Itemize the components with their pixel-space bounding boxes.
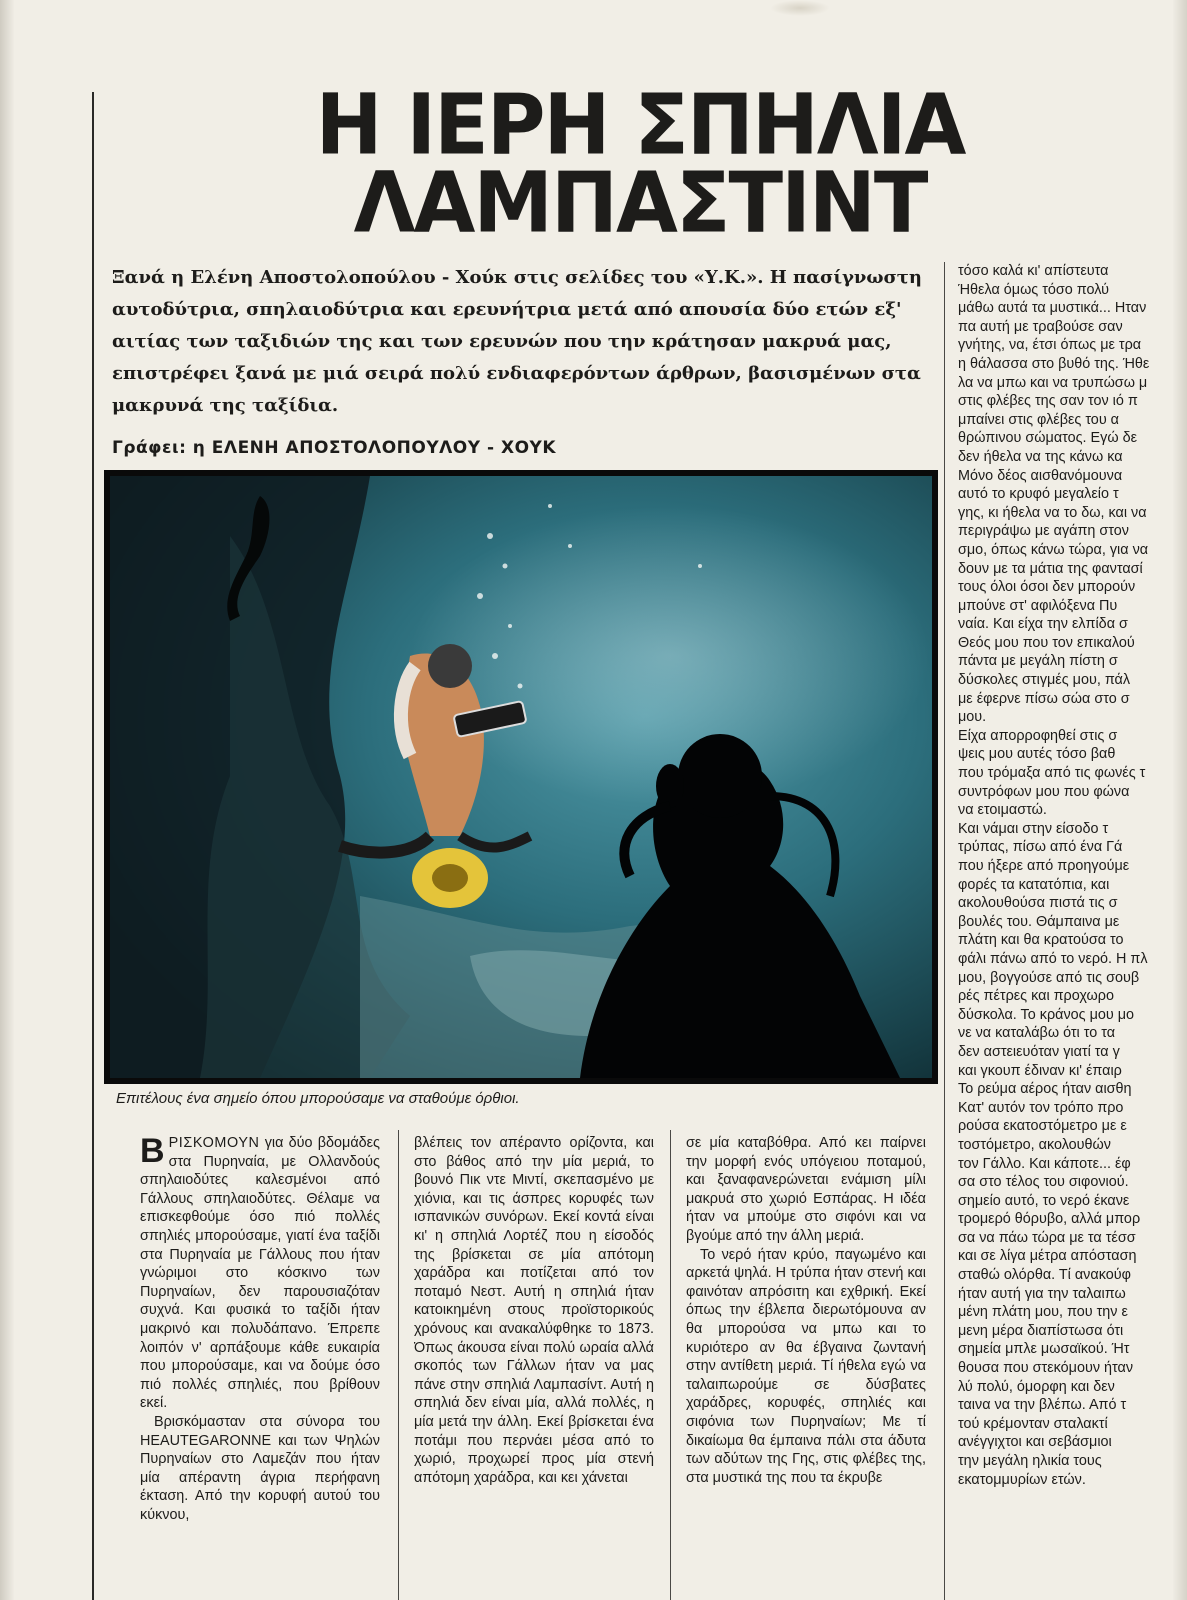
column-line: δεν αστειευόταν γιατί τα γ: [958, 1043, 1120, 1060]
column-line: την μεγάλη ηλικία τους: [958, 1453, 1102, 1469]
column-line: πάντα με μεγάλη πίστη σ: [958, 653, 1118, 670]
column-line: σημεία μπλε μωσαϊκού. Ήτ: [958, 1341, 1130, 1358]
column-line: ανέγγιχτοι και σεβάσμιοι: [958, 1434, 1112, 1451]
column-line: σταθώ ολόρθα. Τί ανακούφ: [958, 1267, 1131, 1284]
column-line: Θεός μου που τον επικαλού: [958, 634, 1135, 651]
column-line: δύσκολα. Το κράνος μου μο: [958, 1006, 1135, 1023]
column-line: ταινα να την βλέπω. Από τ: [958, 1397, 1127, 1414]
column-line: λα να μπω και να τρυπώσω μ: [958, 374, 1148, 391]
article-intro: Ξανά η Ελένη Αποστολοπούλου - Χούκ στις σελίδες του «Υ.Κ.». Η πασίγνωστη αυτοδύτρια, σπηλαιοδύτρια και ερευνήτρια μετά από απουσία δύο ετών εξ' αιτίας των ταξιδιών της και των ερευνών που την κράτησαν μακρυά μας, επιστρέφει ξανά με μιά σειρά πολύ ενδιαφερόντων άρθρων, βασισμένων στα μακρυνά της ταξίδια.: [112, 267, 923, 416]
column-line: θρώπινου σώματος. Εγώ δε: [958, 430, 1138, 447]
column-line: βουλές του. Θάμπαινα με: [958, 913, 1120, 930]
column-line: σημείο αυτό, το νερό έκανε: [958, 1192, 1130, 1209]
column-line: συντρόφων μου που φώνα: [958, 783, 1130, 800]
column-line: πλάτη και θα κρατούσα το: [958, 932, 1124, 949]
column-line: τόσο καλά κι' απίστευτα: [958, 263, 1109, 279]
column-line: τού κρέμονταν σταλακτί: [958, 1415, 1108, 1432]
left-margin-rule: [92, 92, 94, 1600]
column-line: δύσκολες στιγμές μου, πάλ: [958, 672, 1131, 689]
article-title-line-2: ΛΑΜΠΑΣΤΙΝΤ: [353, 153, 927, 252]
column-line: τρύπας, πίσω από ένα Γά: [958, 839, 1123, 856]
column-line: θουσα που στεκόμουν ήταν: [958, 1360, 1134, 1377]
column-line: η θάλασσα στο βυθό της. Ήθε: [958, 355, 1150, 372]
lead-word: ΡΙΣΚΟΜΟΥΝ: [168, 1135, 260, 1151]
column-line: μου, βογγούσε από τις σουβ: [958, 969, 1140, 986]
column-line: ρούσα εκατοστόμετρο με ε: [958, 1118, 1127, 1135]
column-line: που τρόμαξα από τις φωνές τ: [958, 765, 1146, 782]
column-line: φορές τα κατατόπια, και: [958, 876, 1110, 893]
column-line: Και νάμαι στην είσοδο τ: [958, 820, 1109, 837]
column-line: νε να καταλάβω ότι το τα: [958, 1025, 1116, 1042]
column-line: και σε λίγα μέτρα απόσταση: [958, 1248, 1137, 1265]
column-line: μάθω αυτά τα μυστικά... Ηταν: [958, 300, 1147, 317]
column-line: να ετοιμαστώ.: [958, 802, 1047, 819]
column-line: ψεις μου αυτές τόσο βαθ: [958, 746, 1116, 763]
column-line: Είχα απορροφηθεί στις σ: [958, 727, 1118, 744]
column-line: μπαίνει στις φλέβες του α: [958, 411, 1120, 428]
column-line: πα αυτή με τραβούσε σαν: [958, 318, 1123, 335]
article-column-2: [414, 1134, 654, 1600]
column-line: και γκουπ έδιναν κι' έπαιρ: [958, 1062, 1122, 1079]
column-line: σα στο τέλος του σιφονιού.: [958, 1174, 1129, 1191]
column-line: με έφερνε πίσω σώα στο σ: [958, 690, 1130, 707]
column-line: τρομερό θόρυβο, αλλά μπορ: [958, 1211, 1141, 1228]
column-line: Μόνο δέος αισθανόμουνα: [958, 467, 1123, 484]
column-line: σμο, όπως κάνω τώρα, για να: [958, 541, 1149, 558]
column-line: Ήθελα όμως τόσο πολύ: [958, 281, 1109, 298]
scuba-diver-icon: [110, 476, 932, 1078]
column-line: αυτό το κρυφό μεγαλείο τ: [958, 486, 1119, 503]
column-line: μενη μέρα διαπίστωσα ότι: [958, 1322, 1124, 1339]
photo-caption: Επιτέλους ένα σημείο όπου μπορούσαμε να σταθούμε όρθιοι.: [116, 1090, 520, 1107]
paragraph: [140, 1134, 380, 1413]
column-line: στις φλέβες της σαν τον ιό π: [958, 393, 1138, 410]
column-line: μπούνε στ' αφιλόξενα Πυ: [958, 597, 1118, 614]
column-rule: [944, 262, 945, 1600]
column-line: ναία. Και είχα την ελπίδα σ: [958, 616, 1128, 633]
page-gutter-shadow: [0, 0, 14, 1600]
paragraph-text: για δύο βδομάδες στα Πυρηναία, με Ολλανδούς σπηλαιοδύτες καλεσμένοι από Γάλλους σπηλαιοδύτες. Θέλαμε να επισκεφθούμε όσο πιό πολλές σπηλιές μπορούσαμε, γιατί ένα ταξίδι στα Πυρηναία με Γάλλους που ήταν γνώριμοι στο κόσκινο των Πυρηναίων, δεν παρουσιαζόταν συχνά. Και φυσικά το ταξίδι ήταν μακρινό και πολυδάπανο. Έπρεπε λοιπόν ν' αρπάξουμε κάθε ευκαιρία που μπορούσαμε, και να δούμε όσο πιό πολλές σπηλιές, που βρίθουν εκεί.: [140, 1135, 380, 1412]
column-line: φάλι πάνω από το νερό. Η πλ: [958, 950, 1148, 967]
column-line: ήταν αυτή για την ταλαιπω: [958, 1285, 1126, 1302]
column-line: μου.: [958, 709, 987, 726]
article-byline: Γράφει: η ΕΛΕΝΗ ΑΠΟΣΤΟΛΟΠΟΥΛΟΥ - ΧΟΥΚ: [112, 438, 557, 458]
column-line: τον Γάλλο. Και κάποτε... έφ: [958, 1155, 1131, 1172]
article-column-1: [140, 1134, 380, 1600]
column-line: ρές πέτρες και προχωρο: [958, 988, 1114, 1005]
column-line: γης, κι ήθελα να το δω, και να: [958, 504, 1147, 521]
article-column-3: [686, 1134, 926, 1600]
drop-cap: Β: [140, 1134, 165, 1170]
column-line: περιγράψω με αγάπη στον: [958, 523, 1129, 540]
column-line: Κατ' αυτόν τον τρόπο προ: [958, 1099, 1124, 1116]
column-line: γνήτης, να, έτσι όπως με τρα: [958, 337, 1142, 354]
column-line: ακολουθούσα πιστά τις σ: [958, 895, 1118, 912]
paragraph: Βρισκόμασταν στα σύνορα του HEAUTEGARONNE και των Ψηλών Πυρηναίων στο Λαμεζάν που ήταν μία απέραντη άγρια περήφανη έκταση. Από την κορυφή αυτού του κύκνου,: [140, 1413, 380, 1523]
column-line: Το ρεύμα αέρος ήταν αισθη: [958, 1081, 1132, 1098]
paragraph: σε μία καταβόθρα. Από κει παίρνει την μορφή ενός υπόγειου ποταμού, και ξαναφανερώνεται ενάμιση μίλι μακρυά στο χωριό Εσπάρας. Η ιδέα ήταν να μπούμε στο σιφόνι και να βγούμε από την άλλη μεριά.: [686, 1135, 926, 1244]
column-rule: [398, 1130, 399, 1600]
column-line: που ήξερε από προηγούμε: [958, 858, 1130, 874]
cave-dive-photo: [104, 470, 938, 1084]
column-line: τοστόμετρο, ακολουθών: [958, 1136, 1111, 1153]
column-line: σα να πάω τώρα με τα τέσσ: [958, 1229, 1136, 1246]
paragraph: Το νερό ήταν κρύο, παγωμένο και αρκετά ψηλά. Η τρύπα ήταν στενή και φαινόταν απρόσιτη και εχθρική. Εκεί όπως την έβλεπα διερωτόμουνα αν θα μπορούσα να μπω και το κυριότερο αν θα έβγαινα ζωντανή στην αντίθετη μεριά. Τί ήθελα εγώ να ταλαιπωρούμε σε δύσβατες χαράδρες, κορυφές, σπηλιές και σιφόνια των Πυρηναίων; Με τί δικαίωμα θα έμπαινα πάλι στα άδυτα των αδύτων της Γης, στις φλέβες της, στα μυστικά της που τα έκρυβε: [686, 1246, 926, 1486]
column-line: εκατομμυρίων ετών.: [958, 1471, 1086, 1488]
column-line: τους όλοι όσοι δεν μπορούν: [958, 579, 1136, 596]
scan-smudge: [770, 0, 830, 16]
paragraph: βλέπεις τον απέραντο ορίζοντα, και στο βάθος από την μία μεριά, το βουνό Πικ ντε Μιντί, σκεπασμένο με χιόνια, και τις άσπρες κορυφές των ισπανικών συνόρων. Εκεί κοντά είναι κι' η σπηλιά Λορτέζ που η είσοδός της βρίσκεται σε μία απότομη χαράδρα και ποτίζεται από τον ποταμό Νεστ. Αυτή η σπηλιά ήταν κατοικημένη στους προϊστορικούς χρόνους και ανακαλύφθηκε το 1873. Όπως άκουσα είναι πολύ ωραία αλλά σκοπός των Γάλλων ήταν να μας πάνε στην σπηλιά Λαμπασίντ. Αυτή η σπηλιά δεν είναι μία, αλλά πολλές, η μία μετά την άλλη. Εκεί βρίσκεται ένα ποτάμι που περνάει μέσα από το χωριό, προχωρεί προς μία στενή απότομη χαράδρα, και κει χάνεται: [414, 1135, 654, 1486]
column-line: δουν με τα μάτια της φαντασί: [958, 560, 1143, 577]
column-rule: [670, 1130, 671, 1600]
column-line: μένη πλάτη μου, που την ε: [958, 1304, 1128, 1321]
article-column-4-cropped: [958, 262, 1187, 1600]
column-line: λύ πολύ, όμορφη και δεν: [958, 1378, 1115, 1395]
article-title-line-1: Η ΙΕΡΗ ΣΠΗΛΙΑ: [315, 75, 965, 174]
column-line: δεν ήθελα να της κάνω κα: [958, 448, 1123, 465]
